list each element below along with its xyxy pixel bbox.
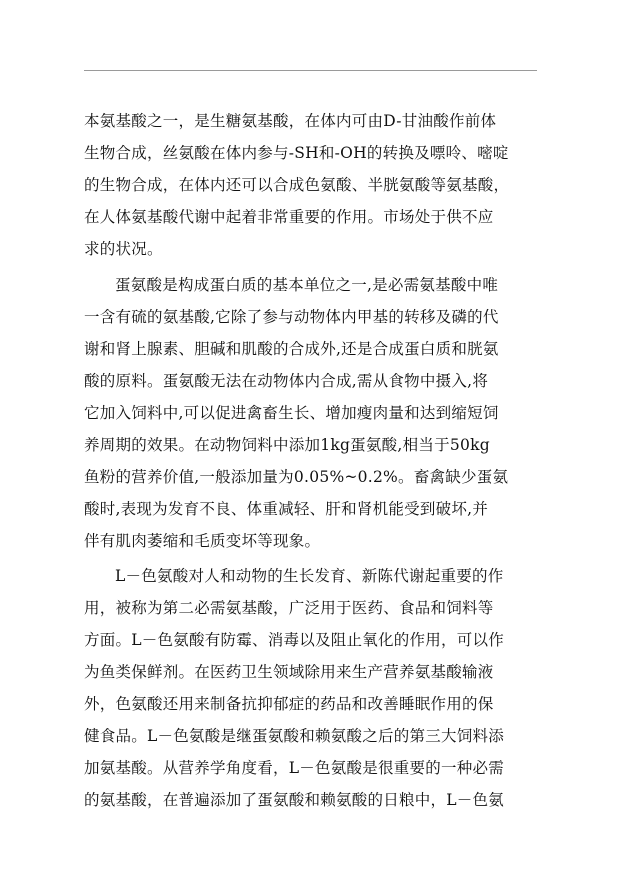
paragraph-3-line-4: 为鱼类保鲜剂。在医药卫生领域除用来生产营养氨基酸输液 bbox=[84, 663, 494, 681]
paragraph-3-line-1: L－色氨酸对人和动物的生长发育、新陈代谢起重要的作 bbox=[115, 567, 504, 585]
paragraph-2-line-6: 养周期的效果。在动物饲料中添加1kg蛋氨酸,相当于50kg bbox=[84, 436, 490, 454]
paragraph-1-line-1: 本氨基酸之一，是生糖氨基酸，在体内可由D-甘油酸作前体 bbox=[84, 112, 497, 130]
paragraph-3-line-2: 用，被称为第二必需氨基酸，广泛用于医药、食品和饲料等 bbox=[84, 599, 494, 617]
paragraph-3-line-7: 加氨基酸。从营养学角度看，L－色氨酸是很重要的一种必需 bbox=[84, 759, 505, 777]
paragraph-1-line-3: 的生物合成，在体内还可以合成色氨酸、半胱氨酸等氨基酸， bbox=[84, 176, 510, 194]
paragraph-2-line-7: 鱼粉的营养价值,一般添加量为0.05%~0.2%。畜禽缺少蛋氨 bbox=[84, 468, 509, 486]
paragraph-3-line-8: 的氨基酸，在普遍添加了蛋氨酸和赖氨酸的日粮中，L－色氨 bbox=[84, 791, 505, 809]
paragraph-2-line-8: 酸时,表现为发育不良、体重减轻、肝和肾机能受到破坏,并 bbox=[84, 500, 489, 518]
header-rule bbox=[84, 70, 537, 71]
paragraph-2-line-4: 酸的原料。蛋氨酸无法在动物体内合成,需从食物中摄入,将 bbox=[84, 372, 489, 390]
paragraph-2-line-5: 它加入饲料中,可以促进禽畜生长、增加瘦肉量和达到缩短饲 bbox=[84, 404, 499, 422]
paragraph-2-line-3: 谢和肾上腺素、胆碱和肌酸的合成外,还是合成蛋白质和胱氨 bbox=[84, 340, 499, 358]
paragraph-2-line-9: 伴有肌肉萎缩和毛质变坏等现象。 bbox=[84, 532, 321, 550]
paragraph-3-line-3: 方面。L－色氨酸有防霉、消毒以及阻止氧化的作用，可以作 bbox=[84, 631, 505, 649]
paragraph-1-line-4: 在人体氨基酸代谢中起着非常重要的作用。市场处于供不应 bbox=[84, 208, 494, 226]
paragraph-3-line-5: 外，色氨酸还用来制备抗抑郁症的药品和改善睡眠作用的保 bbox=[84, 695, 494, 713]
paragraph-1-line-2: 生物合成，丝氨酸在体内参与-SH和-OH的转换及嘌呤、嘧啶 bbox=[84, 144, 509, 162]
paragraph-2-line-1: 蛋氨酸是构成蛋白质的基本单位之一,是必需氨基酸中唯 bbox=[115, 276, 499, 294]
paragraph-3-line-6: 健食品。L－色氨酸是继蛋氨酸和赖氨酸之后的第三大饲料添 bbox=[84, 727, 505, 745]
paragraph-1-line-5: 求的状况。 bbox=[84, 240, 163, 258]
paragraph-2-line-2: 一含有硫的氨基酸,它除了参与动物体内甲基的转移及磷的代 bbox=[84, 308, 499, 326]
